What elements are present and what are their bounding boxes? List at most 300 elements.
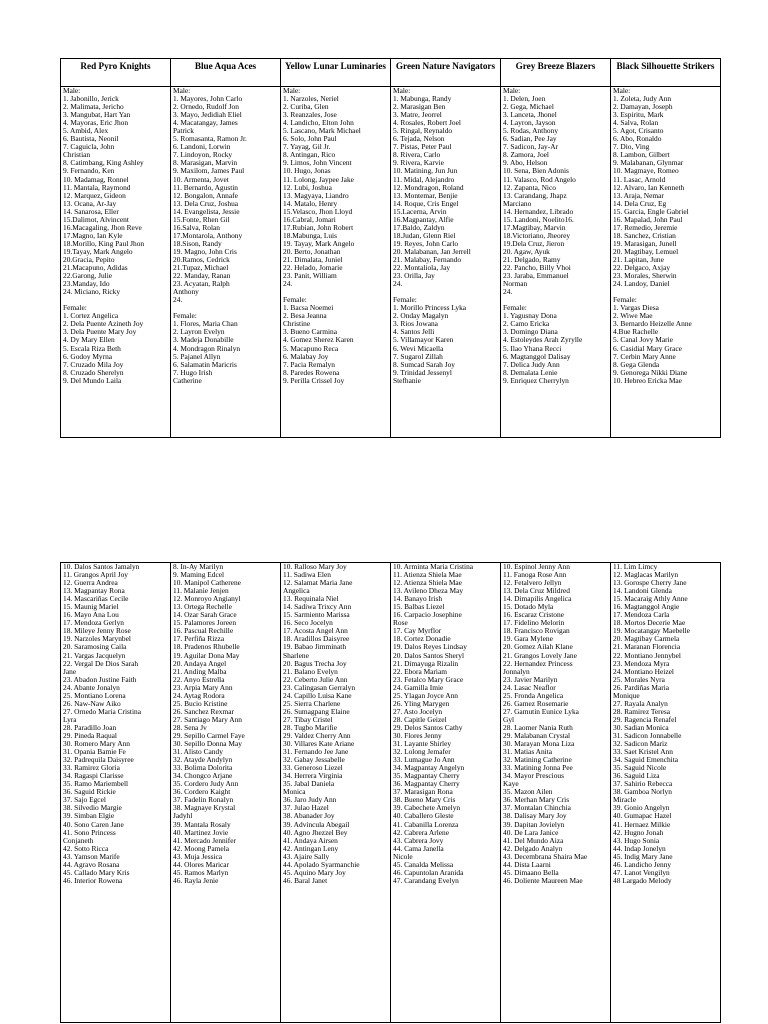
member-name: 36. Cordero Kaight bbox=[173, 787, 231, 797]
member-name: 33. Matining Jonna Pee bbox=[503, 763, 573, 773]
member-name: 37. Sahirio Rebecca bbox=[613, 779, 673, 789]
member-name: 20. Agaw, Ayuk bbox=[503, 246, 550, 256]
member-name: 21.Macapuno, Adidas bbox=[63, 263, 128, 273]
member-name: 39. Mantala Rosaly bbox=[173, 819, 231, 829]
member-name: 41. Sono Princess bbox=[63, 827, 116, 837]
member-name: 44. Agravo Rosana bbox=[63, 859, 120, 869]
member-name: 17.Rubian, John Robert bbox=[283, 222, 354, 232]
member-name: 2. Besa Jeanna bbox=[283, 311, 327, 321]
member-name: 3. Espiritu, Mark bbox=[613, 110, 664, 120]
member-name: 35. Saguid Nicole bbox=[613, 763, 667, 773]
member-name: 17. Fidelino Melorin bbox=[503, 618, 565, 628]
member-name: 34. Mayor Prescious bbox=[503, 771, 564, 781]
member-name: 6. Casidial Mary Grace bbox=[613, 343, 682, 353]
member-name: 5. Canal Jovy Marie bbox=[613, 335, 673, 345]
team-header-blue-aqua-aces: Blue Aqua Aces bbox=[171, 59, 281, 87]
member-name: 2. Dela Puente Azineth Joy bbox=[63, 319, 144, 329]
team-members-row-continued bbox=[61, 563, 721, 1023]
group-label: Male: bbox=[63, 86, 81, 95]
member-name: 2. Onday Magalyn bbox=[393, 311, 449, 321]
member-name: 14. Dimapilis Angelica bbox=[503, 594, 572, 604]
member-name: 9. Del Mundo Laila bbox=[63, 375, 122, 385]
member-name: 19. Gara Mylene bbox=[503, 634, 553, 644]
member-name: 11. Valasco, Rod Angelo bbox=[503, 174, 576, 184]
member-name: 41. Andaya Airsen bbox=[283, 835, 338, 845]
member-name: 1. Vargas Diesa bbox=[613, 303, 659, 313]
member-name: 23. Calingasan Gerralyn bbox=[283, 682, 356, 692]
member-name: 42. Antingan Leny bbox=[283, 843, 339, 853]
member-name: 22. Ceberto Julie Ann bbox=[283, 674, 348, 684]
member-name: 20.Gracia, Pepito bbox=[63, 254, 115, 264]
member-name: 12. Fetalvero Jellyn bbox=[503, 578, 562, 588]
member-name: 13. Dela Cruz, Joshua bbox=[173, 198, 239, 208]
member-name: Marciano bbox=[503, 198, 532, 208]
member-name: 27. Asto Jocelyn bbox=[393, 706, 443, 716]
member-name: 24. bbox=[283, 279, 293, 289]
member-name: 8. Catimbang, King Ashley bbox=[63, 158, 144, 168]
member-list-red-pyro-knights-continued bbox=[61, 563, 171, 1023]
member-name: 24. bbox=[393, 279, 403, 289]
member-name: 5. Escala Riza Beth bbox=[63, 343, 121, 353]
member-name: 34. Ragaspi Clarisse bbox=[63, 771, 124, 781]
member-name: Stefhanie bbox=[393, 375, 421, 385]
member-name: 43. Ajaire Sally bbox=[283, 851, 330, 861]
member-name: 3. Reanzales, Jose bbox=[283, 110, 337, 120]
member-name: 5. Ilao Yhana Recci bbox=[503, 343, 562, 353]
member-name: 42. Hugno Jonah bbox=[613, 827, 664, 837]
member-name: 9. Genorega Nikki Diane bbox=[613, 367, 688, 377]
member-name: 38. Gamboa Norlyn bbox=[613, 787, 672, 797]
member-name: 20.Ramos, Cedrick bbox=[173, 254, 230, 264]
member-name: 36. Merhan Mary Cris bbox=[503, 795, 570, 805]
member-name: 7. Cerbin Mary Anne bbox=[613, 351, 676, 361]
member-name: 32. Padrequila Daisyree bbox=[63, 755, 134, 765]
member-name: 43. Hugo Sonia bbox=[613, 835, 660, 845]
member-name: 4. Santos Jelli bbox=[393, 327, 435, 337]
member-name: 21. Malabay, Fernando bbox=[393, 254, 462, 264]
member-name: 39. Dapitan Jovielyn bbox=[503, 819, 565, 829]
member-name: 30. Romero Mary Ann bbox=[63, 739, 130, 749]
member-list-blue-aqua-aces bbox=[171, 87, 281, 438]
group-label: Male: bbox=[393, 86, 411, 95]
member-name: 10. Madamag, Ronnel bbox=[63, 174, 129, 184]
member-name: 2. Ornedo, Rudolf Jon bbox=[173, 102, 239, 112]
member-name: 46. Baral Janet bbox=[283, 875, 328, 885]
member-name: 31. Fernando Jee Jane bbox=[283, 747, 349, 757]
member-name: 41. Mercado Jennifer bbox=[173, 835, 237, 845]
member-name: 12. Salamat Maria Jane bbox=[283, 578, 353, 588]
member-name: 15. Macaraig Athly Anne bbox=[613, 594, 688, 604]
member-name: 3. Mangubat, Hart Yan bbox=[63, 110, 131, 120]
member-name: Rose bbox=[393, 618, 408, 628]
member-name: 42. Cabrera Arlene bbox=[393, 827, 450, 837]
member-name: 4. Layron, Jayson bbox=[503, 118, 556, 128]
member-name: 34. Magpantay Angelyn bbox=[393, 763, 465, 773]
member-name: 18. Pradenos Rhubelle bbox=[173, 642, 240, 652]
member-name: 45. Callado Mary Kris bbox=[63, 867, 130, 877]
member-name: 7. Pacia Remalyn bbox=[283, 359, 335, 369]
member-name: 23. Arpia Mary Ann bbox=[173, 682, 233, 692]
member-name: Christine bbox=[283, 319, 311, 329]
member-name: 6. Godoy Myrna bbox=[63, 351, 113, 361]
member-name: 24. Aytag Rodora bbox=[173, 690, 225, 700]
member-name: Kaye bbox=[503, 779, 519, 789]
member-name: 13. Magyaya, Liandro bbox=[283, 190, 349, 200]
member-name: 39. Simban Elgie bbox=[63, 811, 115, 821]
member-name: 14. Matalo, Henry bbox=[283, 198, 338, 208]
member-name: 27. Santiago Mary Ann bbox=[173, 714, 242, 724]
member-name: 27. Rayala Analyn bbox=[613, 698, 668, 708]
member-name: 40. Caballero Gleste bbox=[393, 811, 454, 821]
member-name: 23. Panit, William bbox=[283, 271, 337, 281]
member-name: 19. Reyes, John Carlo bbox=[393, 238, 459, 248]
member-name: 27. Ornedo Maria Cristina bbox=[63, 706, 141, 716]
member-name: 22. Delgaco, Axjay bbox=[613, 263, 671, 273]
member-name: 13. Araja, Nemar bbox=[613, 190, 664, 200]
member-name: 14. Hernandez, Librado bbox=[503, 206, 574, 216]
member-name: Gyl bbox=[503, 714, 515, 724]
member-name: 13. Ortega Rechelle bbox=[173, 602, 232, 612]
member-name: 10. Arminta Maria Cristina bbox=[393, 562, 474, 571]
member-name: 1. Jabonillo, Jerick bbox=[63, 94, 119, 104]
member-name: 1. Mabunga, Randy bbox=[393, 94, 452, 104]
member-name: 20. Gomez Ailah Klane bbox=[503, 642, 573, 652]
member-name: 25. Morales Nyra bbox=[613, 674, 665, 684]
member-name: Patrick bbox=[173, 126, 194, 136]
member-name: 42. Moong Pamela bbox=[173, 843, 230, 853]
member-name: 30. Marayan Mona Liza bbox=[503, 739, 575, 749]
member-name: 16. Mayo Ana Lou bbox=[63, 610, 119, 620]
member-name: 30. Sadian Monica bbox=[613, 722, 669, 732]
member-name: 6. Solo, John Paul bbox=[283, 134, 337, 144]
member-name: 19. Marasigan, Junell bbox=[613, 238, 677, 248]
member-list-black-silhouette-strikers bbox=[611, 87, 721, 438]
member-name: 10. Sena, Bien Adonis bbox=[503, 166, 569, 176]
member-name: Anthony bbox=[173, 287, 199, 297]
member-name: 6. Sadian, Pee Jay bbox=[503, 134, 557, 144]
member-name: 15. Garcia, Engle Gabriel bbox=[613, 206, 689, 216]
member-name: 16. Magtanggol Angie bbox=[613, 602, 680, 612]
member-name: 25. Fronda Angelica bbox=[503, 690, 564, 700]
member-name: 14. Ozar Sarah Grace bbox=[173, 610, 237, 620]
member-name: 20. Saramosing Caila bbox=[63, 642, 127, 652]
member-name: 23. Jaraba, Emmanuel bbox=[503, 271, 569, 281]
member-name: 18.Sison, Randy bbox=[173, 238, 222, 248]
member-name: 16. Seco Jocelyn bbox=[283, 618, 333, 628]
member-name: 41. Cabanilla Lorenza bbox=[393, 819, 459, 829]
member-name: 9. Enriquez Cherrylyn bbox=[503, 375, 569, 385]
member-name: 5. Ringal, Reynaldo bbox=[393, 126, 453, 136]
member-name: 11. Atienza Shiela Mae bbox=[393, 570, 462, 580]
member-name: 31. Alisto Candy bbox=[173, 747, 223, 757]
member-name: 10. Ralloso Mary Joy bbox=[283, 562, 347, 571]
member-name: 10. Magmaye, Romeo bbox=[613, 166, 679, 176]
member-name: 43. Muja Jessica bbox=[173, 851, 223, 861]
group-label: Female: bbox=[283, 295, 307, 305]
member-name: 8. Gega Glenda bbox=[613, 359, 660, 369]
member-name: 17.Montarola, Anthony bbox=[173, 230, 243, 240]
member-name: 17. Mendoza Gerlyn bbox=[63, 618, 124, 628]
member-name: 33. Bolima Dolorita bbox=[173, 763, 233, 773]
member-name: 12. Zapanta, Nico bbox=[503, 182, 556, 192]
member-name: 47. Carandang Evelyn bbox=[393, 875, 459, 885]
member-name: 35. Jabal Daniela bbox=[283, 779, 335, 789]
member-name: 30. Sepillo Donna May bbox=[173, 739, 242, 749]
member-name: 38. Bueno Mary Cris bbox=[393, 795, 456, 805]
member-name: 29. Pineda Raqual bbox=[63, 730, 117, 740]
member-name: 4. Mayoras, Eric Jhon bbox=[63, 118, 129, 128]
member-name: 16. Escaraz Cristone bbox=[503, 610, 564, 620]
member-name: 16. Pascual Rechille bbox=[173, 626, 234, 636]
group-label: Male: bbox=[173, 86, 191, 95]
member-name: 17.Magtibay, Marvin bbox=[503, 222, 566, 232]
member-name: 13. Dela Cruz Mildred bbox=[503, 586, 570, 596]
member-name: 22. Hernandez Princess bbox=[503, 658, 573, 668]
member-name: Angelica bbox=[283, 586, 310, 596]
member-name: 6. Bautista, Neonil bbox=[63, 134, 119, 144]
member-name: 6. Salamatin Maricris bbox=[173, 359, 237, 369]
member-name: 24. bbox=[173, 295, 183, 305]
member-name: 23. Morales, Sherwin bbox=[613, 271, 677, 281]
member-name: 16.Magpantay, Alfie bbox=[393, 214, 454, 224]
member-name: 12. Alvaro, Ian Kenneth bbox=[613, 182, 685, 192]
member-name: 17. Remedio, Jeremie bbox=[613, 222, 678, 232]
member-name: 3. Bueno Carmina bbox=[283, 327, 337, 337]
member-name: 32. Gabay Jessabelle bbox=[283, 755, 345, 765]
member-name: 38. Silvedio Margie bbox=[63, 803, 122, 813]
member-name: 4. Rosales, Robert Joel bbox=[393, 118, 461, 128]
member-name: 18. Aradillos Daisyree bbox=[283, 634, 350, 644]
member-name: 19. Narzoles Marynbel bbox=[63, 634, 131, 644]
member-name: 1. Zoleta, Judy Ann bbox=[613, 94, 672, 104]
member-name: 3. Rios Jowana bbox=[393, 319, 438, 329]
member-name: 11. Midal, Alejandro bbox=[393, 174, 455, 184]
member-name: 10. Manipol Catherene bbox=[173, 578, 241, 588]
member-name: 9. Malabanan, Glynmar bbox=[613, 158, 684, 168]
member-name: 40. Sono Caren Jane bbox=[63, 819, 124, 829]
member-name: 7. Lindoyon, Rocky bbox=[173, 150, 233, 160]
member-name: 41. Hernaez Milkie bbox=[613, 819, 671, 829]
member-list-blue-aqua-aces-continued bbox=[171, 563, 281, 1023]
member-name: 36. Saguid Rickie bbox=[63, 787, 116, 797]
member-name: 21. Vargas Jacquelyn bbox=[63, 650, 126, 660]
member-name: 2. Wiwe Mae bbox=[613, 311, 653, 321]
member-name: 25. Sierra Charlene bbox=[283, 698, 341, 708]
member-name: 2. Malimata, Jericho bbox=[63, 102, 124, 112]
member-name: 29. Valdez Cherry Ann bbox=[283, 730, 351, 740]
member-name: 7. Caguicla, John bbox=[63, 142, 115, 152]
member-name: 10. Matining, Jun Jun bbox=[393, 166, 458, 176]
member-name: 21. Balano Evelyn bbox=[283, 666, 338, 676]
member-name: 15. Sarmiento Marissa bbox=[283, 610, 350, 620]
member-name: 43. Cabrera Jovy bbox=[393, 835, 444, 845]
member-name: 9. Rivera, Karvie bbox=[393, 158, 444, 168]
member-name: 44. Apolado Syarmanchie bbox=[283, 859, 360, 869]
member-name: 18. Sanchez, Cristian bbox=[613, 230, 676, 240]
member-name: 18.Judan, Glenn Riel bbox=[393, 230, 456, 240]
member-name: 9. Limos, John Vincent bbox=[283, 158, 352, 168]
member-name: 10. Espinol Jenny Ann bbox=[503, 562, 570, 571]
member-name: 1. Mayores, John Carlo bbox=[173, 94, 243, 104]
member-name: 45. Aquino Mary Joy bbox=[283, 867, 346, 877]
member-name: 16.Macagaling, Jhon Reve bbox=[63, 222, 142, 232]
member-name: 15. Dotado Myla bbox=[503, 602, 554, 612]
member-name: 25. Montiano Lorena bbox=[63, 690, 126, 700]
member-name: 42. Delgado Analyn bbox=[503, 843, 563, 853]
member-name: 33. Lumague Jo Ann bbox=[393, 755, 455, 765]
member-name: 37. Sajo Egcel bbox=[63, 795, 106, 805]
member-name: 17. Acosta Angel Ann bbox=[283, 626, 348, 636]
member-name: Monica bbox=[283, 787, 306, 797]
roster-table-continued bbox=[60, 562, 721, 1023]
group-label: Female: bbox=[613, 295, 637, 305]
member-name: 1. Morillo Princess Lyka bbox=[393, 303, 467, 313]
member-name: 41. Del Mundo Aiza bbox=[503, 835, 564, 845]
member-name: 24. Landoy, Daniel bbox=[613, 279, 670, 289]
team-header-yellow-lunar-luminaries: Yellow Lunar Luminaries bbox=[281, 59, 391, 87]
member-name: 32. Sadicon Mariz bbox=[613, 739, 668, 749]
member-name: 15. Landoni, Noelito16. bbox=[503, 214, 574, 224]
member-name: 7. Yayag, Gil Jr. bbox=[283, 142, 331, 152]
group-label: Female: bbox=[63, 303, 87, 313]
member-name: 33. Saet Kristel Ann bbox=[613, 747, 673, 757]
member-name: 28. Paradillo Joan bbox=[63, 722, 117, 732]
member-name: 15. Maunig Mariel bbox=[63, 602, 119, 612]
member-name: 13. Ocana, Ar-Jay bbox=[63, 198, 117, 208]
member-name: 10. Hugo, Jonas bbox=[283, 166, 331, 176]
member-name: 11. Fanoga Rose Ann bbox=[503, 570, 567, 580]
member-name: 13. Carandang, Jhapz bbox=[503, 190, 567, 200]
member-name: 26. Yling Marygen bbox=[393, 698, 450, 708]
group-label: Male: bbox=[283, 86, 301, 95]
member-name: 28. Laomer Nania Ruth bbox=[503, 722, 573, 732]
member-name: 21. Dimayuga Rizalin bbox=[393, 658, 459, 668]
member-name: 13. Magpantay Rona bbox=[63, 586, 125, 596]
member-name: 19. Dalos Reyes Lindsay bbox=[393, 642, 467, 652]
member-name: 11. Lolong, Jaypee Jake bbox=[283, 174, 354, 184]
member-name: 35. Mazon Ailen bbox=[503, 787, 553, 797]
member-name: 20. Magtibay Carmela bbox=[613, 634, 680, 644]
member-name: 47. Lanot Vengilyn bbox=[613, 867, 670, 877]
member-name: Monique bbox=[613, 690, 640, 700]
member-name: 24. bbox=[503, 287, 513, 297]
member-name: 23. Javier Marilyn bbox=[503, 674, 558, 684]
member-name: 12. Bongalon, Annafe bbox=[173, 190, 238, 200]
member-name: 11. Mantala, Raymond bbox=[63, 182, 131, 192]
member-name: 12. Monroyo Angianyl bbox=[173, 594, 241, 604]
member-name: 14. Sanarosa, Eller bbox=[63, 206, 119, 216]
member-name: 3. Domingo Diana bbox=[503, 327, 558, 337]
member-name: 44. Dista Laarni bbox=[503, 859, 551, 869]
member-name: 32. Matining Catherine bbox=[503, 755, 572, 765]
member-name: 21.Tupaz, Michael bbox=[173, 263, 229, 273]
member-name: 46. Landicho Jenny bbox=[613, 859, 672, 869]
member-name: 9. Trinidad Jessenyl bbox=[393, 367, 452, 377]
member-name: 3. Matre, Jeorrel bbox=[393, 110, 442, 120]
member-name: 23. Fetalco Mary Grace bbox=[393, 674, 464, 684]
member-name: 19.Dela Cruz, Jieron bbox=[503, 238, 565, 248]
member-name: 46. Interior Rowena bbox=[63, 875, 123, 885]
member-name: 29. Malabanan Crystal bbox=[503, 730, 571, 740]
member-name: 35. Ramo Mariembell bbox=[63, 779, 129, 789]
member-name: Jane bbox=[63, 666, 77, 676]
member-name: 13. Gorospe Cherry Jane bbox=[613, 578, 687, 588]
member-name: 14. Landoni Glenda bbox=[613, 586, 672, 596]
member-name: 43. Decembrana Shaira Mae bbox=[503, 851, 588, 861]
member-name: 11. Lasac, Arnold bbox=[613, 174, 666, 184]
member-name: 4. Landicho, Elton John bbox=[283, 118, 354, 128]
member-name: 17.Magno, Ian Kyle bbox=[63, 230, 123, 240]
member-name: 18.Victoriano, Jheorey bbox=[503, 230, 571, 240]
member-name: 8. Rivera, Carlo bbox=[393, 150, 441, 160]
member-name: 45. Canalda Melissa bbox=[393, 859, 454, 869]
member-name: 19. Mocatangay Maebelle bbox=[613, 626, 690, 636]
member-name: 23. Orilla, Jay bbox=[393, 271, 435, 281]
member-list-green-nature-navigators bbox=[391, 87, 501, 438]
team-roster-table-continued bbox=[60, 562, 721, 1023]
member-name: 15.Dalimot, Alvincent bbox=[63, 214, 129, 224]
member-name: 38. Dalisay Mary Joy bbox=[503, 811, 567, 821]
member-name: 18. Cortez Donadie bbox=[393, 634, 451, 644]
member-name: 14. Evangelista, Jessie bbox=[173, 206, 240, 216]
member-name: 8. Antingan, Rico bbox=[283, 150, 336, 160]
member-name: 9. Maxilom, James Paul bbox=[173, 166, 245, 176]
member-name: 14. Dela Cruz, Eg bbox=[613, 198, 667, 208]
member-name: 8. Zamora, Joel bbox=[503, 150, 549, 160]
member-name: 45. Dimaano Bella bbox=[503, 867, 559, 877]
member-name: 13. Requinala Niel bbox=[283, 594, 339, 604]
member-name: 15. Balbas Liezel bbox=[393, 602, 445, 612]
member-name: 34. Saguid Emenchita bbox=[613, 755, 679, 765]
member-name: 21. Lapitan, June bbox=[613, 254, 664, 264]
member-list-grey-breeze-blazers-continued bbox=[501, 563, 611, 1023]
member-name: 44. Indap Jonelyn bbox=[613, 843, 666, 853]
member-name: 8. Lambon, Gilbert bbox=[613, 150, 670, 160]
member-name: 8. Sumcad Sarah Joy bbox=[393, 359, 455, 369]
team-header-green-nature-navigators: Green Nature Navigators bbox=[391, 59, 501, 87]
member-name: 1. Delen, Joen bbox=[503, 94, 546, 104]
member-name: Conjaneth bbox=[63, 835, 94, 845]
member-name: 25. Bucio Kristine bbox=[173, 698, 228, 708]
member-name: 2. Gega, Michael bbox=[503, 102, 554, 112]
member-name: 40. Martinez Jovie bbox=[173, 827, 229, 837]
member-name: 11. Bernardo, Agustin bbox=[173, 182, 239, 192]
member-name: 33. Generoso Liezel bbox=[283, 763, 343, 773]
member-name: 22. Montiano Jennybel bbox=[613, 650, 681, 660]
member-name: 14. Banayo Irish bbox=[393, 594, 443, 604]
member-name: 22. Ebora Mariam bbox=[393, 666, 447, 676]
member-name: 16.Salva, Rolan bbox=[173, 222, 221, 232]
member-name: 40. Gumapac Hazel bbox=[613, 811, 672, 821]
member-name: Norman bbox=[503, 279, 528, 289]
member-name: 29. Ragencia Renafel bbox=[613, 714, 677, 724]
member-name: 31. Sadicon Jonnabelle bbox=[613, 730, 682, 740]
member-name: 37. Marasigan Rona bbox=[393, 787, 453, 797]
member-name: 2. Layron Evelyn bbox=[173, 327, 225, 337]
member-name: 5. Pajanel Allyn bbox=[173, 351, 221, 361]
member-name: 5. Lascano, Mark Michael bbox=[283, 126, 361, 136]
member-name: 22. Helado, Jomarie bbox=[283, 263, 343, 273]
member-list-yellow-lunar-luminaries bbox=[281, 87, 391, 438]
member-name: 4. Salva, Rolan bbox=[613, 118, 659, 128]
member-name: 7. Sadicon, Jay-Ar bbox=[503, 142, 559, 152]
member-name: 9. Abo, Helson bbox=[503, 158, 548, 168]
member-name: 7. Sugarol Zillah bbox=[393, 351, 443, 361]
member-name: 20. Berto, Jonathan bbox=[283, 246, 341, 256]
member-name: Jadyhl bbox=[173, 811, 193, 821]
member-name: 36. Jaro Judy Ann bbox=[283, 795, 337, 805]
member-name: 36. Magpantay Cherry bbox=[393, 779, 460, 789]
